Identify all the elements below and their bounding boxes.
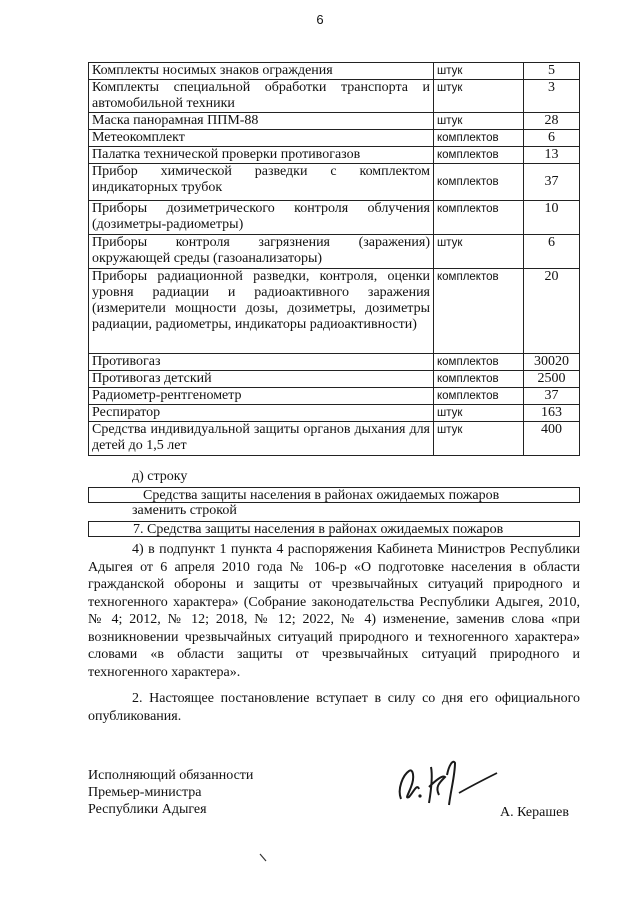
table-row [89, 147, 580, 164]
item-unit: штук [434, 235, 524, 269]
item-qty: 3 [524, 80, 580, 113]
item-unit: штук [434, 405, 524, 422]
table-row [89, 113, 580, 130]
item-qty: 6 [524, 130, 580, 147]
item-qty: 5 [524, 63, 580, 80]
table-row [89, 354, 580, 371]
table-row [89, 164, 580, 201]
item-name: Метеокомплект [89, 130, 434, 147]
item-name: Противогаз детский [89, 371, 434, 388]
item-qty: 13 [524, 147, 580, 164]
table-row [89, 201, 580, 235]
item-qty: 163 [524, 405, 580, 422]
equipment-table [88, 62, 580, 456]
signatory-title [88, 767, 253, 818]
item-name: Комплекты специальной обработки транспорта и автомобильной техники [89, 80, 434, 113]
item-name: Комплекты носимых знаков ограждения [89, 63, 434, 80]
item-qty: 10 [524, 201, 580, 235]
stray-mark-icon [258, 852, 270, 864]
signatory-name: А. Керашев [500, 805, 569, 820]
item-qty: 30020 [524, 354, 580, 371]
item-qty: 28 [524, 113, 580, 130]
signatory-line: Республики Адыгея [88, 802, 207, 817]
item-unit: комплектов [434, 201, 524, 235]
item-unit: комплектов [434, 388, 524, 405]
amend-label-d: д) строку [132, 469, 188, 484]
item-name: Приборы контроля загрязнения (заражения) окружающей среды (газоанализаторы) [89, 235, 434, 269]
item-unit: комплектов [434, 130, 524, 147]
replace-label: заменить строкой [132, 503, 237, 518]
table-row [89, 63, 580, 80]
item-name: Прибор химической разведки с комплектом индикаторных трубок [89, 164, 434, 201]
table-row [89, 269, 580, 354]
item-name: Респиратор [89, 405, 434, 422]
page-number: 6 [316, 12, 324, 27]
item-qty: 37 [524, 164, 580, 201]
table-row [89, 130, 580, 147]
item-unit: комплектов [434, 147, 524, 164]
table-row [89, 388, 580, 405]
item-name: Маска панорамная ППМ-88 [89, 113, 434, 130]
item-unit: комплектов [434, 269, 524, 354]
item-unit: штук [434, 80, 524, 113]
item-qty: 37 [524, 388, 580, 405]
item-unit: штук [434, 113, 524, 130]
table-row [89, 235, 580, 269]
item-name: Приборы дозиметрического контроля облучения (дозиметры-радиометры) [89, 201, 434, 235]
table-row [89, 80, 580, 113]
item-unit: штук [434, 422, 524, 456]
item-unit: штук [434, 63, 524, 80]
item-qty: 20 [524, 269, 580, 354]
item-qty: 6 [524, 235, 580, 269]
item-name: Средства индивидуальной защиты органов дыхания для детей до 1,5 лет [89, 422, 434, 456]
paragraph-4 [88, 541, 580, 681]
signatory-line: Исполняющий обязанности [88, 768, 254, 783]
item-qty: 2500 [524, 371, 580, 388]
item-unit: комплектов [434, 371, 524, 388]
old-row-box: Средства защиты населения в районах ожидаемых пожаров [88, 487, 580, 503]
paragraph-4-text: 4) в подпункт 1 пункта 4 распоряжения Кабинета Министров Республики Адыгея от 6 апреля 2010 года № 106-р «О подготовке населения в области гражданской обороны и защиты от чрезвычайных ситуаций природного и техногенного характера» (Собрание законодательства Республики Адыгея, 2010, № 4; 2012, № 12; 2018, № 12; 2022, № 4) изменение, заменив слова «при возникновении чрезвычайных ситуаций природного и техногенного характера» словами «в области защиты от чрезвычайных ситуаций природного и техногенного характера». [88, 542, 580, 680]
table-row [89, 405, 580, 422]
table-row [89, 371, 580, 388]
new-row-box: 7. Средства защиты населения в районах ожидаемых пожаров [88, 521, 580, 537]
paragraph-2-text: 2. Настоящее постановление вступает в силу со дня его официального опубликования. [88, 691, 580, 724]
paragraph-2 [88, 690, 580, 725]
table-row [89, 422, 580, 456]
signatory-line: Премьер-министра [88, 785, 202, 800]
item-name: Палатка технической проверки противогазов [89, 147, 434, 164]
item-name: Приборы радиационной разведки, контроля, оценки уровня радиации и радиоактивного заражения (измерители мощности дозы, дозиметры, дозиметры радиации, радиометры, индикаторы радиоактивности) [89, 269, 434, 354]
item-unit: комплектов [434, 164, 524, 201]
handwritten-signature [393, 753, 503, 813]
item-name: Противогаз [89, 354, 434, 371]
item-qty: 400 [524, 422, 580, 456]
item-name: Радиометр-рентгенометр [89, 388, 434, 405]
item-unit: комплектов [434, 354, 524, 371]
